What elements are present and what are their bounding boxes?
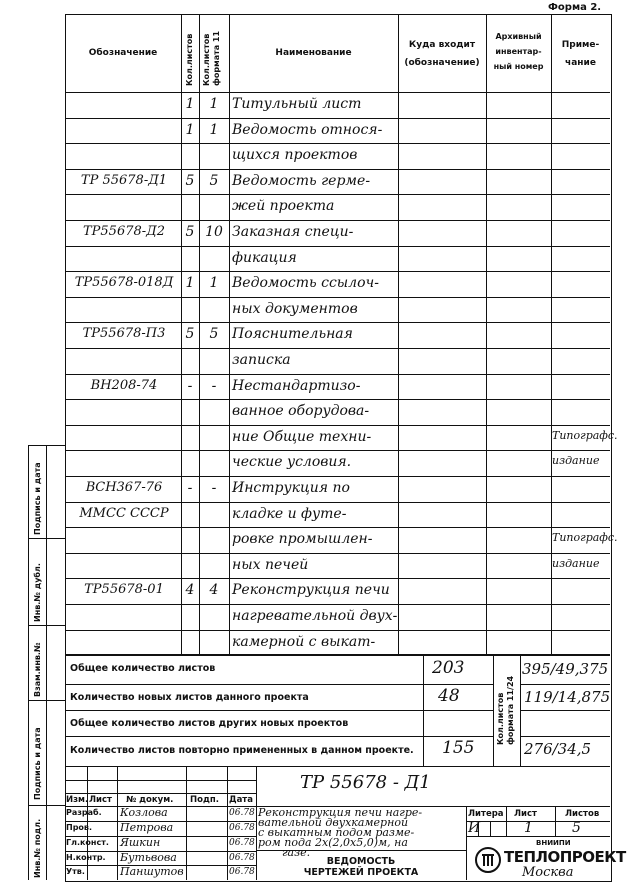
header-note-2: чание: [565, 58, 596, 68]
summary-total-label: Общее количество листов: [70, 663, 216, 674]
tb-role-date: 06.78: [229, 808, 255, 818]
summary-new-format: 119/14,875: [524, 688, 611, 706]
header-designation: Обозначение: [88, 48, 158, 58]
row-count: 5: [185, 173, 195, 189]
row-designation: ТР 55678-Д1: [80, 173, 168, 188]
row-name: Ведомость герме-: [232, 173, 371, 189]
row-count: -: [187, 480, 193, 496]
row-format: -: [211, 480, 217, 496]
row-note: издание: [552, 454, 600, 467]
row-name: Нестандартизо-: [232, 378, 361, 394]
tb-sheet-name-2: ЧЕРТЕЖЕЙ ПРОЕКТА: [303, 867, 419, 878]
tb-role-date: 06.78: [229, 867, 255, 877]
row-count: 4: [185, 582, 195, 598]
header-name: Наименование: [275, 48, 352, 58]
tb-role-label: Н.контр.: [66, 853, 106, 862]
tb-sheet-label: Лист: [514, 809, 537, 819]
row-name: записка: [232, 352, 291, 368]
row-name: ровке промышлен-: [232, 531, 373, 547]
tb-role-name: Петрова: [120, 821, 174, 834]
row-designation: ТР55678-01: [84, 582, 164, 597]
summary-total-value: 203: [432, 658, 465, 678]
tb-sheets-label: Листов: [565, 809, 600, 819]
summary-reused-label: Количество листов повторно примененных в данном проекте.: [70, 745, 414, 756]
tb-role-label: Разраб.: [66, 808, 102, 817]
row-format: 4: [209, 582, 219, 598]
summary-other-label: Общее количество листов других новых проектов: [70, 718, 349, 729]
row-format: 1: [209, 275, 219, 291]
row-name: ных печей: [232, 557, 309, 573]
row-name: нагревательной двух-: [232, 608, 398, 624]
row-name: Инструкция по: [232, 480, 350, 496]
margin-replace-inv: Взам.инв.№: [33, 642, 42, 697]
row-format: 10: [205, 224, 223, 240]
header-archive-2: инвентар-: [495, 47, 542, 56]
row-count: -: [187, 378, 193, 394]
tb-col-date: Дата: [229, 795, 253, 805]
row-name: Пояснительная: [232, 326, 353, 342]
row-name: Ведомость относя-: [232, 122, 383, 138]
teploproekt-logo-icon: [474, 846, 502, 878]
row-count: 1: [185, 122, 195, 138]
row-format: -: [211, 378, 217, 394]
row-note: Типографс.: [552, 429, 618, 442]
header-where-2: (обозначение): [404, 58, 480, 68]
row-count: 1: [185, 275, 195, 291]
row-name: щихся проектов: [232, 147, 358, 163]
summary-total-format: 395/49,375: [522, 660, 609, 678]
tb-litera-label: Литера: [468, 809, 504, 819]
tb-role-name: Бутьвова: [120, 851, 177, 864]
row-name: ческие условия.: [232, 454, 352, 470]
row-name: ванное оборудова-: [232, 403, 370, 419]
tb-sheet-name-1: ВЕДОМОСТЬ: [326, 856, 396, 867]
tb-doc-code: ТР 55678 - Д1: [300, 772, 431, 793]
summary-reused-value: 155: [442, 738, 475, 758]
row-note: Типографс.: [552, 531, 618, 544]
tb-role-name: Паншутов: [120, 865, 184, 878]
tb-sheet: 1: [524, 820, 533, 836]
header-where-1: Куда входит: [408, 40, 476, 50]
tb-role-name: Козлова: [120, 806, 168, 819]
margin-sign-date-2: Подпись и дата: [33, 727, 42, 800]
row-format: 1: [209, 122, 219, 138]
header-sheets-count: Кол.листов: [185, 33, 194, 86]
row-name: Реконструкция печи: [232, 582, 390, 598]
row-note: издание: [552, 557, 600, 570]
row-format: 1: [209, 96, 219, 112]
summary-new-value: 48: [438, 686, 460, 706]
tb-role-name: Яшкин: [120, 836, 161, 849]
row-name: Титульный лист: [232, 96, 362, 112]
row-count: 1: [185, 96, 195, 112]
row-name: ние Общие техни-: [232, 429, 372, 445]
row-name: ных документов: [232, 301, 358, 317]
row-designation: ТР55678-П3: [82, 326, 166, 341]
row-designation: ММСС СССР: [79, 506, 169, 521]
tb-role-date: 06.78: [229, 823, 255, 833]
tb-title-4: ром пода 2х(2,0х5,0)м, на: [258, 836, 408, 849]
row-name: Заказная специ-: [232, 224, 354, 240]
tb-role-label: Утв.: [66, 867, 85, 876]
row-name: камерной с выкат-: [232, 634, 376, 650]
row-format: 5: [209, 173, 219, 189]
row-name: Ведомость ссылоч-: [232, 275, 379, 291]
tb-col-doc: № докум.: [126, 795, 174, 805]
header-archive-1: Архивный: [495, 32, 542, 41]
margin-inv-dubl: Инв.№ дубл.: [33, 563, 42, 622]
row-designation: ВСН367-76: [85, 480, 163, 495]
form-label: Форма 2.: [548, 2, 602, 13]
row-designation: ВН208-74: [90, 378, 158, 393]
tb-col-list: Лист: [89, 795, 112, 805]
tb-litera: И: [468, 820, 481, 836]
tb-title-3: с выкатным подом разме-: [258, 826, 415, 839]
summary-reused-format: 276/34,5: [524, 740, 592, 758]
summary-new-label: Количество новых листов данного проекта: [70, 692, 309, 703]
row-count: 5: [185, 326, 195, 342]
tb-col-izm: Изм.: [66, 795, 89, 805]
tb-role-date: 06.78: [229, 853, 255, 863]
header-note-1: Приме-: [561, 40, 600, 50]
tb-role-label: Гл.конст.: [66, 838, 109, 847]
tb-title-2: вательной двухкамерной: [258, 816, 409, 829]
header-archive-3: ный номер: [493, 62, 544, 71]
tb-role-date: 06.78: [229, 838, 255, 848]
summary-side-label: Кол.листов формата 11/24: [496, 675, 515, 745]
header-sheets-format: Кол.листов формата 11: [202, 30, 221, 86]
tb-org: ТЕПЛОПРОЕКТ: [504, 848, 626, 866]
margin-sign-date-1: Подпись и дата: [33, 462, 42, 535]
row-designation: ТР55678-Д2: [82, 224, 165, 239]
tb-org-small: ВНИИПИ: [536, 839, 571, 847]
tb-title-1: Реконструкция печи нагре-: [258, 806, 423, 819]
row-name: фикация: [232, 250, 297, 266]
row-name: кладке и футе-: [232, 506, 347, 522]
tb-title-5: газе.: [282, 846, 311, 859]
tb-city: Москва: [522, 865, 574, 880]
row-count: 5: [185, 224, 195, 240]
tb-col-sign: Подп.: [190, 795, 219, 805]
row-format: 5: [209, 326, 219, 342]
row-name: жей проекта: [232, 198, 335, 214]
margin-inv-orig: Инв.№ подл.: [33, 818, 42, 878]
tb-sheets: 5: [572, 820, 581, 836]
row-designation: ТР55678-018Д: [74, 275, 174, 290]
tb-role-label: Пров.: [66, 823, 93, 832]
